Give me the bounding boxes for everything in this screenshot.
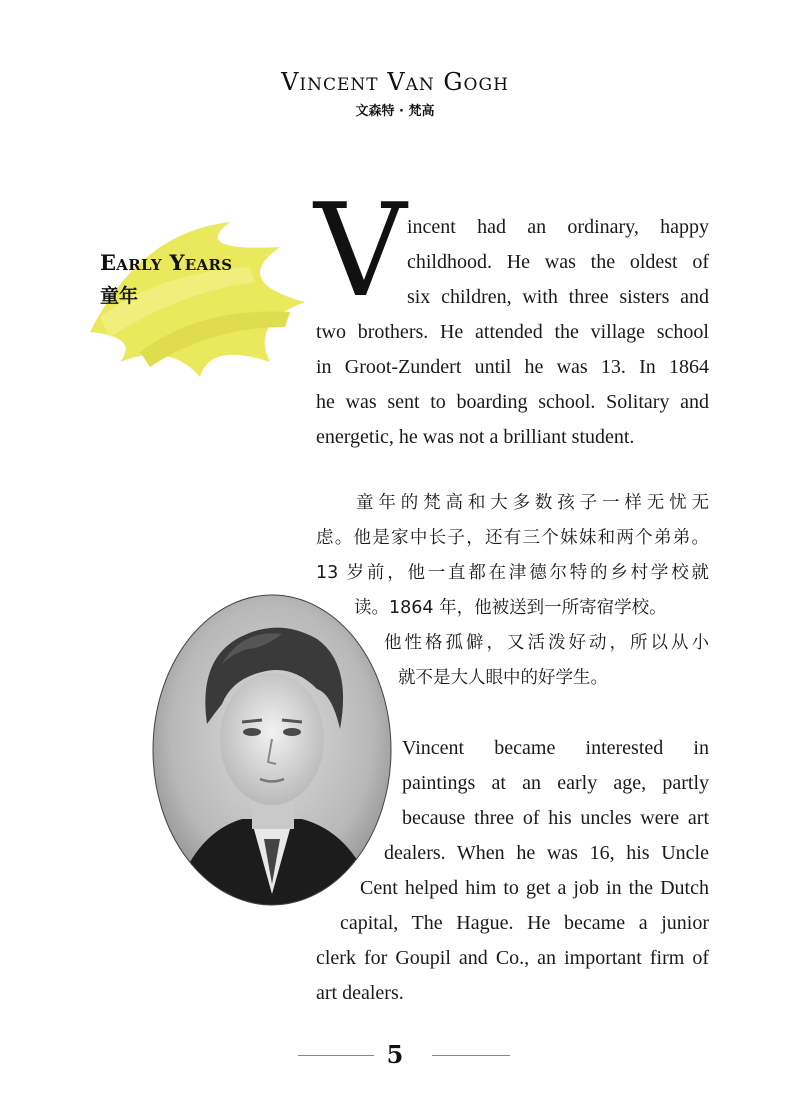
paragraph-zh-line: 他性格孤僻，又活泼好动，所以从小 bbox=[384, 633, 709, 653]
paragraph1-line: he was sent to boarding school. Solitary and bbox=[316, 391, 709, 413]
page-number: 5 bbox=[386, 1040, 404, 1069]
paragraph1-line: energetic, he was not a brilliant student. bbox=[316, 426, 635, 448]
paragraph2-line: paintings at an early age, partly bbox=[402, 772, 709, 794]
paragraph-zh-line: 童年的梵高和大多数孩子一样无忧无 bbox=[356, 493, 709, 513]
footer-rule-left bbox=[298, 1055, 374, 1056]
paragraph-zh-line: 就不是大人眼中的好学生。 bbox=[398, 668, 608, 688]
paragraph2-line: because three of his uncles were art bbox=[402, 807, 709, 829]
paragraph1-line: incent had an ordinary, happy bbox=[407, 216, 709, 238]
book-subtitle: 文森特 · 梵高 bbox=[355, 104, 435, 119]
paragraph2-line: Cent helped him to get a job in the Dutch bbox=[360, 877, 709, 899]
paragraph1-line: two brothers. He attended the village school bbox=[316, 321, 709, 343]
paragraph2-line: art dealers. bbox=[316, 982, 404, 1004]
footer-rule-right bbox=[432, 1055, 510, 1056]
section-heading bbox=[100, 250, 232, 308]
paragraph2-line: dealers. When he was 16, his Uncle bbox=[384, 842, 709, 864]
paragraph1-line: six children, with three sisters and bbox=[407, 286, 709, 308]
paragraph-zh-line: 虑。他是家中长子，还有三个妹妹和两个弟弟。 bbox=[316, 528, 709, 548]
drop-cap: V bbox=[314, 177, 407, 326]
section-heading-zh: 童年 bbox=[100, 285, 139, 307]
paragraph2-line: capital, The Hague. He became a junior bbox=[340, 912, 709, 934]
section-heading-en: Early Years bbox=[100, 250, 233, 275]
paragraph2-line: clerk for Goupil and Co., an important firm of bbox=[316, 947, 709, 969]
paragraph1-line: childhood. He was the oldest of bbox=[407, 251, 709, 273]
vincent-portrait-photo bbox=[152, 594, 392, 906]
paragraph-zh-line: 13 岁前，他一直都在津德尔特的乡村学校就 bbox=[316, 563, 709, 583]
paragraph1-line: in Groot-Zundert until he was 13. In 1864 bbox=[316, 356, 709, 378]
running-header bbox=[0, 68, 790, 119]
paragraph2-line: Vincent became interested in bbox=[402, 737, 709, 759]
book-title: Vincent Van Gogh bbox=[281, 68, 509, 96]
paragraph-zh-line: 读。1864 年，他被送到一所寄宿学校。 bbox=[354, 598, 667, 618]
